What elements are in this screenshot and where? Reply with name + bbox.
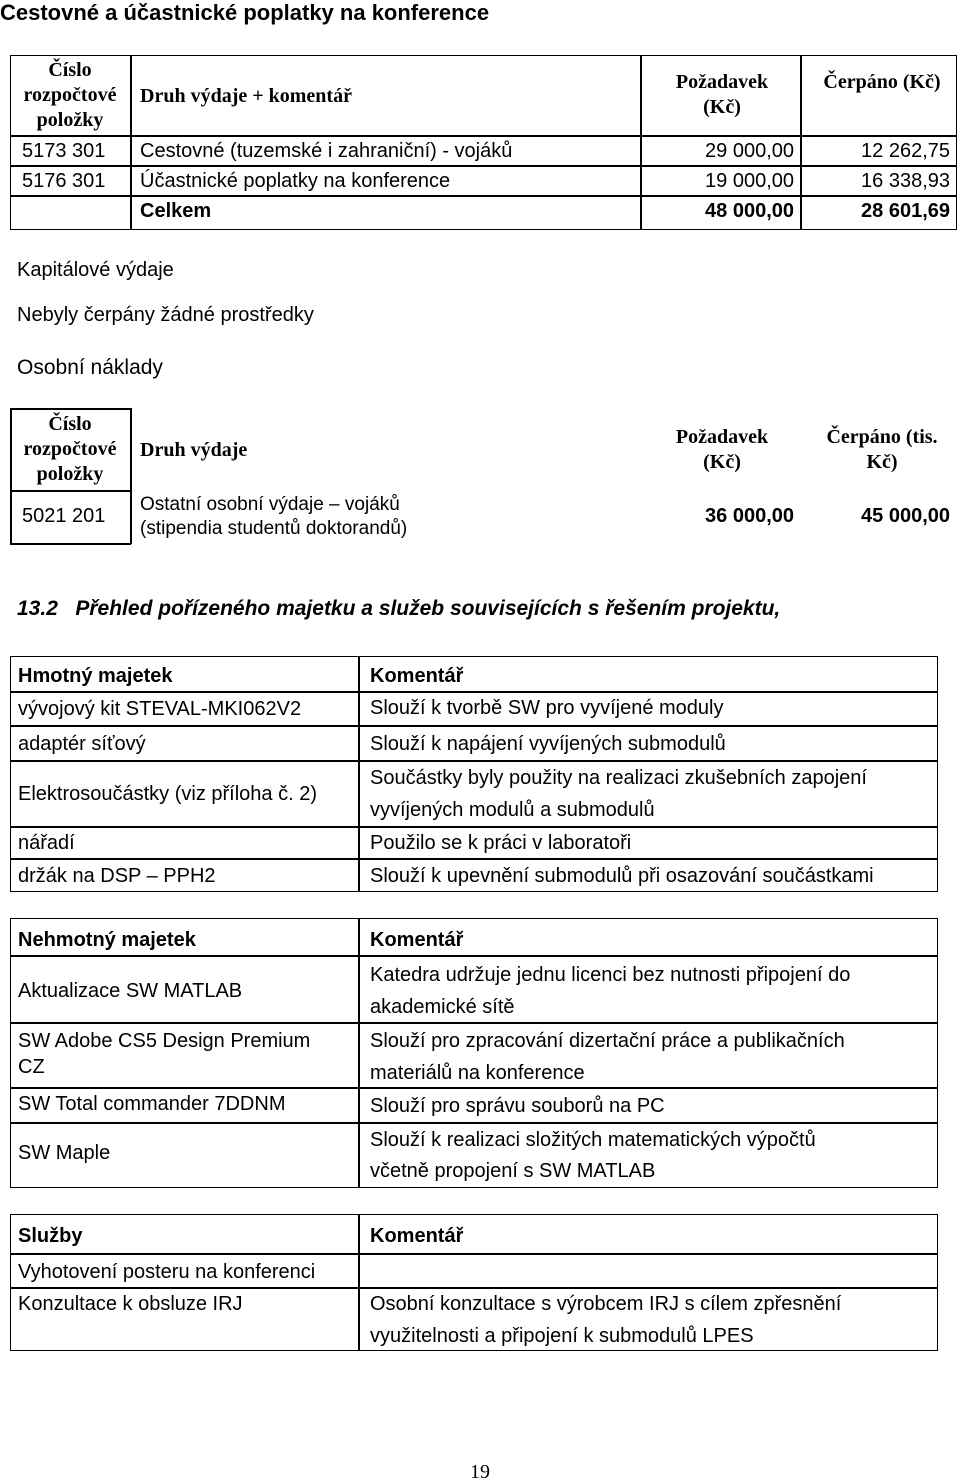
personal-header-spent: Čerpáno (tis. Kč) [826,426,938,473]
tangible-comment-3a: Součástky byly použity na realizaci zkušebních zapojení [370,767,867,789]
tangible-comment-1: Slouží k tvorbě SW pro vyvíjené moduly [370,697,724,719]
personal-row-type-1: Ostatní osobní výdaje – vojáků [140,494,400,515]
travel-total-label: Celkem [140,200,212,222]
intangible-comment-1b: akademické sítě [370,996,515,1018]
travel-row2-request: 19 000,00 [705,170,794,192]
intangible-comment-header: Komentář [370,929,464,951]
intangible-item-4: SW Maple [18,1142,111,1164]
intangible-comment-4a: Slouží k realizaci složitých matematických výpočtů [370,1129,816,1151]
section-title: 13.2 Přehled pořízeného majetku a služeb souvisejících s řešením projektu, [17,597,781,620]
intangible-comment-1a: Katedra udržuje jednu licenci bez nutnosti připojení do [370,964,851,986]
tangible-item-4: nářadí [18,832,75,854]
travel-total-request: 48 000,00 [705,200,794,222]
services-item-2: Konzultace k obsluze IRJ [18,1293,243,1315]
personal-row-spent: 45 000,00 [861,505,950,527]
intangible-comment-4b: včetně propojení s SW MATLAB [370,1160,656,1182]
travel-row1-code: 5173 301 [22,140,106,162]
personal-row-request: 36 000,00 [705,505,794,527]
tangible-comment-2: Slouží k napájení vyvíjených submodulů [370,733,726,755]
tangible-item-2: adaptér síťový [18,733,146,755]
personal-header-request: Požadavek (Kč) [675,426,769,473]
tangible-comment-4: Použilo se k práci v laboratoři [370,832,632,854]
travel-row1-spent: 12 262,75 [861,140,950,162]
travel-header-spent: Čerpáno (Kč) [823,71,941,93]
intangible-header: Nehmotný majetek [18,929,196,951]
intangible-comment-2a: Slouží pro zpracování dizertační práce a publikačních [370,1030,845,1052]
travel-row2-spent: 16 338,93 [861,170,950,192]
tangible-item-1: vývojový kit STEVAL-MKI062V2 [18,698,302,720]
services-comment-2a: Osobní konzultace s výrobcem IRJ s cílem zpřesnění [370,1293,842,1315]
intangible-item-3: SW Total commander 7DDNM [18,1093,286,1115]
personal-row-type-2: (stipendia studentů doktorandů) [140,518,408,539]
tangible-comment-3b: vyvíjených modulů a submodulů [370,799,655,821]
travel-header-request: Požadavek (Kč) [675,71,769,118]
travel-row1-type: Cestovné (tuzemské i zahraniční) - vojáků [140,140,513,162]
travel-row1-request: 29 000,00 [705,140,794,162]
services-comment-header: Komentář [370,1225,464,1247]
personal-header-code: Číslo rozpočtové položky [23,413,117,485]
heading-capital: Kapitálové výdaje [17,259,174,281]
services-header: Služby [18,1225,83,1247]
services-item-1: Vyhotovení posteru na konferenci [18,1261,316,1283]
intangible-comment-2b: materiálů na konference [370,1062,585,1084]
personal-row-code: 5021 201 [22,505,106,527]
travel-header-code: Číslo rozpočtové položky [23,59,117,131]
personal-header-type: Druh výdaje [140,439,248,461]
intangible-item-2a: SW Adobe CS5 Design Premium [18,1030,311,1052]
services-comment-2b: využitelnosti a připojení k submodulů LPES [370,1325,754,1347]
travel-row2-code: 5176 301 [22,170,106,192]
travel-total-spent: 28 601,69 [861,200,950,222]
travel-row2-type: Účastnické poplatky na konference [140,170,451,192]
travel-header-type: Druh výdaje + komentář [140,85,352,107]
tangible-header: Hmotný majetek [18,665,173,687]
heading-travel: Cestovné a účastnické poplatky na konference [0,0,490,25]
tangible-comment-5: Slouží k upevnění submodulů při osazování součástkami [370,865,874,887]
tangible-item-3: Elektrosoučástky (viz příloha č. 2) [18,783,317,805]
intangible-item-1: Aktualizace SW MATLAB [18,980,243,1002]
intangible-comment-3: Slouží pro správu souborů na PC [370,1095,665,1117]
intangible-item-2b: CZ [18,1056,45,1078]
tangible-comment-header: Komentář [370,665,464,687]
page-number: 19 [470,1461,490,1483]
heading-personal: Osobní náklady [17,356,163,379]
tangible-item-5: držák na DSP – PPH2 [18,865,216,887]
capital-note: Nebyly čerpány žádné prostředky [17,304,314,326]
